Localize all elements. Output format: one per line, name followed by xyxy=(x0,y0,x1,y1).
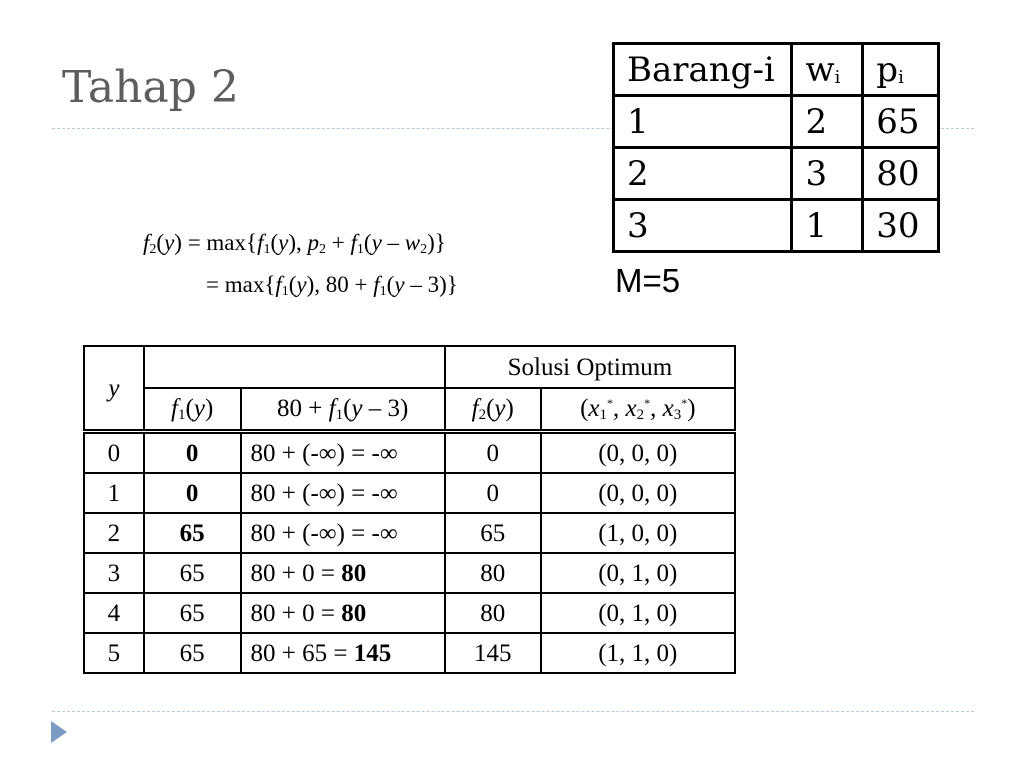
formula-text: ( xyxy=(363,230,372,255)
items-header-item: Barang-i xyxy=(614,44,792,96)
y-symbol: y xyxy=(278,230,289,255)
formula-text: ), xyxy=(288,230,308,255)
capacity-label: M=5 xyxy=(615,262,681,299)
calc-text: 80 + 0 = xyxy=(250,599,342,627)
w-subscript: 2 xyxy=(420,242,428,257)
cell-y: 4 xyxy=(84,593,144,633)
cell-f2: 65 xyxy=(445,513,541,553)
cell-calculation xyxy=(241,633,445,673)
paren: ( xyxy=(486,394,495,422)
f-symbol: f xyxy=(350,230,357,255)
cell-calculation xyxy=(241,432,445,474)
cell-x-vector: (1, 1, 0) xyxy=(541,633,735,673)
items-row xyxy=(614,96,939,148)
solution-row xyxy=(84,513,735,553)
paren: ) xyxy=(204,394,214,422)
paren: ( xyxy=(580,394,589,422)
header-y xyxy=(84,346,144,432)
header-f2 xyxy=(445,388,541,432)
x-symbol: x xyxy=(662,394,674,422)
cell-x-vector: (0, 0, 0) xyxy=(541,473,735,513)
separator: , xyxy=(613,394,626,422)
y-symbol: y xyxy=(296,272,307,297)
solution-row xyxy=(84,633,735,673)
p-symbol: p xyxy=(307,230,320,255)
cell-x-vector: (0, 0, 0) xyxy=(541,432,735,474)
header-x-vector xyxy=(541,388,735,432)
cell-calculation xyxy=(241,513,445,553)
formula-text: + xyxy=(326,230,351,255)
f1-value: 65 xyxy=(179,519,205,547)
paren: ( xyxy=(343,394,352,422)
formula-text: – xyxy=(381,230,405,255)
profit-subscript: i xyxy=(898,66,904,88)
star-superscript: * xyxy=(607,395,613,410)
paren: ) xyxy=(687,394,696,422)
formula-text: ( xyxy=(386,272,395,297)
f-symbol: f xyxy=(171,394,178,422)
y-symbol: y xyxy=(371,230,382,255)
cell-calculation xyxy=(241,553,445,593)
f1-value: 0 xyxy=(185,479,199,507)
cell-y: 5 xyxy=(84,633,144,673)
p-subscript: 2 xyxy=(319,242,327,257)
f-subscript: 1 xyxy=(356,242,364,257)
y-symbol: y xyxy=(193,394,205,422)
f1-value: 0 xyxy=(185,439,199,467)
y-symbol: y xyxy=(164,230,175,255)
play-arrow-icon xyxy=(50,720,68,744)
paren: ( xyxy=(156,230,165,255)
items-row xyxy=(614,148,939,200)
f-subscript: 1 xyxy=(178,406,186,423)
cell-f2: 0 xyxy=(445,432,541,474)
cell-f2: 145 xyxy=(445,633,541,673)
y-symbol: y xyxy=(394,272,405,297)
weight-subscript: i xyxy=(834,66,841,88)
star-superscript: * xyxy=(644,395,651,410)
x-symbol: x xyxy=(588,394,600,422)
solution-row xyxy=(84,473,735,513)
recurrence-line-1 xyxy=(143,231,446,257)
y-symbol: y xyxy=(108,374,120,402)
f-symbol: f xyxy=(328,394,336,422)
f-subscript: 1 xyxy=(263,242,271,257)
cell-calculation xyxy=(241,593,445,633)
item-weight: 3 xyxy=(792,148,863,200)
f-subscript: 1 xyxy=(379,284,387,299)
calc-result: 145 xyxy=(353,639,392,667)
slide-title: Tahap 2 xyxy=(62,62,239,113)
cell-x-vector: (0, 1, 0) xyxy=(541,593,735,633)
cell-f1 xyxy=(144,513,241,553)
profit-symbol: p xyxy=(876,49,899,90)
header-calculation xyxy=(241,388,445,432)
f-symbol: f xyxy=(373,272,380,297)
solution-table xyxy=(83,345,736,674)
x-subscript: 3 xyxy=(673,406,682,423)
f-subscript: 2 xyxy=(149,242,157,257)
item-index: 1 xyxy=(614,96,792,148)
cell-f2: 0 xyxy=(445,473,541,513)
f-symbol: f xyxy=(143,230,150,255)
weight-symbol: w xyxy=(805,49,835,90)
formula-text: ), 80 + xyxy=(306,272,374,297)
header-f1 xyxy=(144,388,241,432)
formula-text: )} xyxy=(427,230,446,255)
x-subscript: 1 xyxy=(599,406,607,423)
cell-calculation xyxy=(241,473,445,513)
calc-result: 80 xyxy=(341,599,367,627)
separator: , xyxy=(650,394,663,422)
solution-group-header-row xyxy=(84,346,735,388)
solution-row xyxy=(84,593,735,633)
y-symbol: y xyxy=(494,394,506,422)
w-symbol: w xyxy=(404,230,421,255)
formula-text: ) = max{ xyxy=(174,230,258,255)
cell-f1: 65 xyxy=(144,633,241,673)
y-symbol: y xyxy=(351,394,363,422)
items-row xyxy=(614,200,939,252)
calc-prefix: 80 + xyxy=(277,394,329,422)
star-superscript: * xyxy=(681,395,688,410)
cell-f1: 65 xyxy=(144,553,241,593)
cell-f1: 65 xyxy=(144,593,241,633)
item-profit: 30 xyxy=(863,200,939,252)
formula-text: = max{ xyxy=(206,272,276,297)
f-symbol: f xyxy=(275,272,282,297)
calc-text: 80 + (-∞) = -∞ xyxy=(250,479,398,507)
solution-row xyxy=(84,553,735,593)
cell-f2: 80 xyxy=(445,553,541,593)
footer-divider xyxy=(52,711,974,712)
cell-y: 2 xyxy=(84,513,144,553)
header-empty-group xyxy=(144,346,445,388)
x-symbol: x xyxy=(625,394,637,422)
calc-suffix: – 3) xyxy=(362,394,409,422)
item-index: 3 xyxy=(614,200,792,252)
f-subscript: 1 xyxy=(281,284,289,299)
calc-result: 80 xyxy=(341,559,367,587)
cell-y: 1 xyxy=(84,473,144,513)
cell-f1 xyxy=(144,432,241,474)
calc-text: 80 + (-∞) = -∞ xyxy=(250,519,398,547)
items-header-profit xyxy=(863,44,939,96)
item-weight: 2 xyxy=(792,96,863,148)
cell-x-vector: (1, 0, 0) xyxy=(541,513,735,553)
item-index: 2 xyxy=(614,148,792,200)
cell-x-vector: (0, 1, 0) xyxy=(541,553,735,593)
x-subscript: 2 xyxy=(636,406,645,423)
solution-header-row xyxy=(84,388,735,432)
f-subscript: 2 xyxy=(478,406,487,423)
f-symbol: f xyxy=(471,394,479,422)
item-weight: 1 xyxy=(792,200,863,252)
paren: ( xyxy=(185,394,194,422)
solution-row xyxy=(84,432,735,474)
items-table xyxy=(612,42,940,253)
paren: ( xyxy=(288,272,297,297)
cell-y: 3 xyxy=(84,553,144,593)
f-symbol: f xyxy=(257,230,264,255)
items-header-weight xyxy=(792,44,863,96)
f-subscript: 1 xyxy=(335,406,344,423)
cell-f1 xyxy=(144,473,241,513)
calc-text: 80 + (-∞) = -∞ xyxy=(250,439,398,467)
cell-f2: 80 xyxy=(445,593,541,633)
item-profit: 80 xyxy=(863,148,939,200)
cell-y: 0 xyxy=(84,432,144,474)
calc-text: 80 + 0 = xyxy=(250,559,342,587)
item-profit: 65 xyxy=(863,96,939,148)
paren: ) xyxy=(505,394,514,422)
recurrence-line-2 xyxy=(206,273,458,299)
formula-text: – 3)} xyxy=(404,272,458,297)
paren: ( xyxy=(270,230,279,255)
calc-text: 80 + 65 = xyxy=(250,639,354,667)
header-optimal-solution: Solusi Optimum xyxy=(445,346,735,388)
items-header-row xyxy=(614,44,939,96)
